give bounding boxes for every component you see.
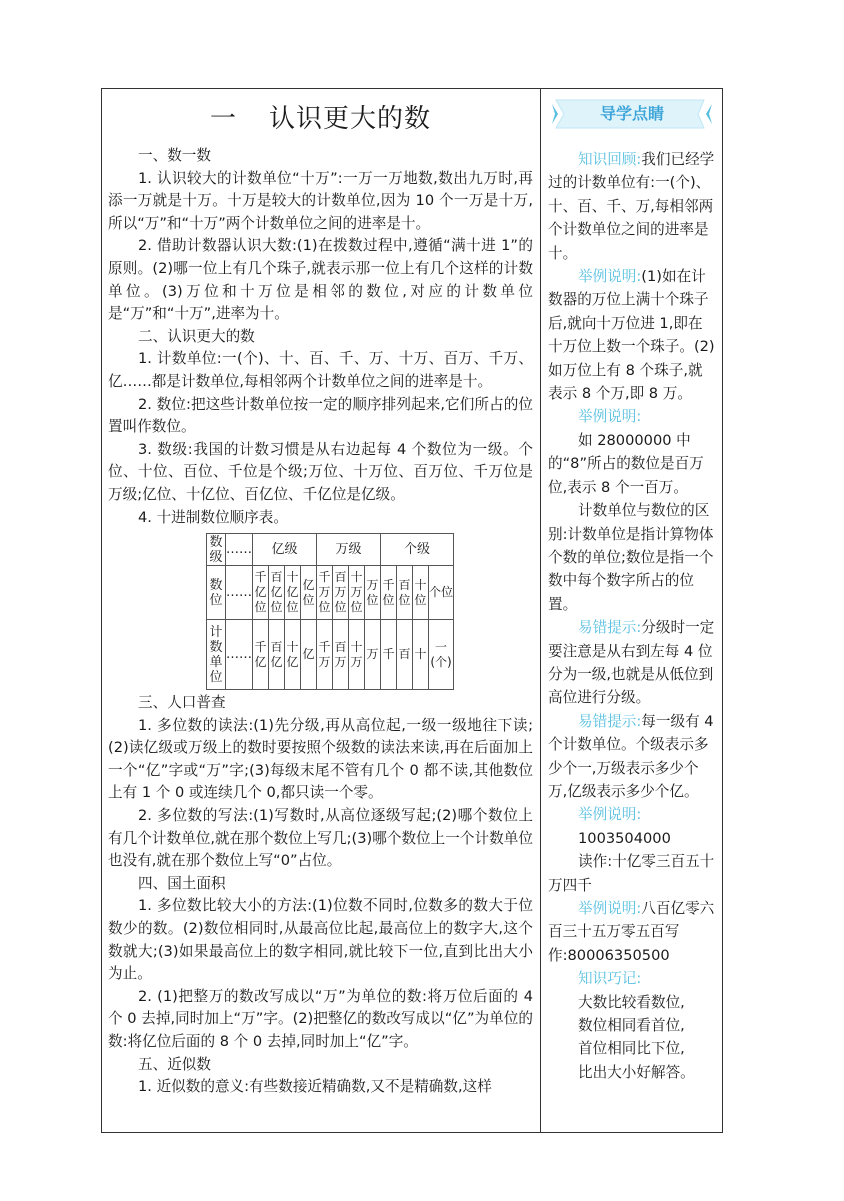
place-cell: 个位 xyxy=(429,566,454,620)
section-heading: 二、认识更大的数 xyxy=(138,327,255,345)
place-cell: 十万位 xyxy=(349,566,365,620)
place-cell: 亿位 xyxy=(301,566,317,620)
section-heading: 一、数一数 xyxy=(138,147,211,164)
note-text: 每一级有 4 个计数单位。个级表示多少个一,万级表示多少个万,亿级表示多少个亿。 xyxy=(548,712,714,800)
unit-cell: 亿 xyxy=(301,620,317,690)
table-ellipsis: …… xyxy=(226,534,253,566)
note-block xyxy=(548,897,716,967)
table-ellipsis: …… xyxy=(226,620,253,690)
unit-cell: 千亿 xyxy=(253,620,269,690)
note-block xyxy=(548,265,716,405)
paragraph: 1. 近似数的意义:有些数接近精确数,又不是精确数,这样 xyxy=(138,1078,492,1096)
note-label: 举例说明: xyxy=(578,806,642,824)
place-cell: 百亿位 xyxy=(269,566,285,620)
place-cell: 十亿位 xyxy=(285,566,301,620)
paragraph: 4. 十进制数位顺序表。 xyxy=(138,508,288,526)
note-text: (1)如在计数器的万位上满十个珠子后,就向十万位进 1,即在十万位上数一个珠子。(2)如万位上有 8 个珠子,就表示 8 个万,即 8 万。 xyxy=(548,268,715,403)
note-block xyxy=(548,710,716,804)
unit-cell: 十 xyxy=(413,620,429,690)
page-title xyxy=(108,98,533,135)
paragraph: 1. 认识较大的计数单位“十万”:一万一万地数,数出九万时,再添一万就是十万。十万是较大的计数单位,因为 10 个一万是十万,所以“万”和“十万”两个计数单位之间的进率是十。 xyxy=(108,169,533,232)
paragraph: 1. 多位数的读法:(1)先分级,再从高位起,一级一级地往下读;(2)读亿级或万级上的数时要按照个级数的读法来读,再在后面加上一个“亿”字或“万”字;(3)每级末尾不管有几个 0 都不读,其他数位上有 1 个 0 或连续几个 0,都只读一个零。 xyxy=(108,716,533,802)
example-number: 1003504000 xyxy=(578,829,671,847)
table-row-label: 数位 xyxy=(207,566,226,620)
note-label: 易错提示: xyxy=(578,712,642,730)
note-label: 知识巧记: xyxy=(578,970,642,988)
section-heading: 三、人口普查 xyxy=(138,694,226,712)
column-divider xyxy=(540,88,541,1133)
main-column xyxy=(108,92,533,1099)
note-label: 举例说明: xyxy=(578,268,642,286)
unit-cell: 一(个) xyxy=(429,620,454,690)
place-cell: 千万位 xyxy=(317,566,333,620)
paragraph: 1. 多位数比较大小的方法:(1)位数不同时,位数多的数大于位数少的数。(2)数位相同时,从最高位比起,最高位上的数字大,这个数就大;(3)如果最高位上的数字相同,就比较下一位,直到比出大小为止。 xyxy=(108,897,533,983)
section-heading: 五、近似数 xyxy=(138,1055,211,1073)
note-block xyxy=(548,616,716,710)
paragraph: 3. 数级:我国的计数习惯是从右边起每 4 个数位为一级。个位、十位、百位、千位是个级;万位、十万位、百万位、千万位是万级;亿位、十亿位、百亿位、千亿位是亿级。 xyxy=(108,440,533,503)
note-text: 计数单位与数位的区别:计数单位是指计算物体个数的单位;数位是指一个数中每个数字所占的位置。 xyxy=(548,502,714,613)
note-label: 知识回顾: xyxy=(578,151,642,168)
place-cell: 十位 xyxy=(413,566,429,620)
table-ellipsis: …… xyxy=(226,566,253,620)
note-label: 举例说明: xyxy=(578,408,642,426)
section-heading: 四、国土面积 xyxy=(138,874,226,892)
rhyme-line: 比出大小好解答。 xyxy=(578,1063,695,1081)
paragraph: 2. (1)把整万的数改写成以“万”为单位的数:将万位后面的 4 个 0 去掉,同时加上“万”字。(2)把整亿的数改写成以“亿”为单位的数:将亿位后面的 8 个 0 去掉,同时加上“亿”字。 xyxy=(108,987,533,1050)
paragraph: 2. 多位数的写法:(1)写数时,从高位逐级写起;(2)哪个数位上有几个计数单位,就在那个数位上写几;(3)哪个数位上一个计数单位也没有,就在那个数位上写“0”占位。 xyxy=(108,807,533,870)
title-text: 认识更大的数 xyxy=(269,104,432,134)
place-cell: 百位 xyxy=(397,566,413,620)
note-label: 举例说明: xyxy=(578,900,642,917)
unit-cell: 百 xyxy=(397,620,413,690)
note-text: 如 28000000 中的“8”所占的数位是百万位,表示 8 个一百万。 xyxy=(548,431,704,496)
level-cell: 万级 xyxy=(317,534,381,566)
sidebar-notes xyxy=(548,92,716,1084)
unit-cell: 千 xyxy=(381,620,397,690)
unit-cell: 十万 xyxy=(349,620,365,690)
note-text: 我们已经学过的计数单位有:一(个)、十、百、千、万,每相邻两个计数单位之间的进率是十。 xyxy=(548,151,715,262)
note-label: 易错提示: xyxy=(578,619,642,637)
paragraph: 2. 借助计数器认识大数:(1)在拨数过程中,遵循“满十进 1”的原则。(2)哪一位上有几个珠子,就表示那一位上有几个这样的计数单位。(3)万位和十万位是相邻的数位,对应的计数单位是“万”和“十万”,进率为十。 xyxy=(108,237,533,323)
rhyme-line: 首位相同比下位, xyxy=(578,1040,685,1058)
banner-title: 导学点睛 xyxy=(599,104,664,123)
table-row-label: 数级 xyxy=(207,534,226,566)
rhyme-line: 数位相同看首位, xyxy=(578,1017,685,1035)
unit-cell: 万 xyxy=(365,620,381,690)
unit-cell: 百亿 xyxy=(269,620,285,690)
note-text: 分级时一定要注意是从右到左每 4 位分为一级,也就是从低位到高位进行分级。 xyxy=(548,619,715,707)
unit-cell: 十亿 xyxy=(285,620,301,690)
place-cell: 千位 xyxy=(381,566,397,620)
unit-cell: 百万 xyxy=(333,620,349,690)
paragraph: 2. 数位:把这些计数单位按一定的顺序排列起来,它们所占的位置叫作数位。 xyxy=(108,395,533,436)
level-cell: 个级 xyxy=(381,534,454,566)
unit-cell: 千万 xyxy=(317,620,333,690)
place-value-table xyxy=(206,533,454,690)
place-cell: 千亿位 xyxy=(253,566,269,620)
note-block xyxy=(548,148,716,265)
note-text: 八百亿零六百三十五万零五百写作:80006350500 xyxy=(548,900,715,964)
title-number: 一 xyxy=(209,104,237,134)
level-cell: 亿级 xyxy=(253,534,317,566)
place-cell: 百万位 xyxy=(333,566,349,620)
guide-banner xyxy=(552,98,712,130)
note-text: 读作:十亿零三百五十万四千 xyxy=(548,853,715,894)
rhyme-line: 大数比较看数位, xyxy=(578,993,685,1011)
place-cell: 万位 xyxy=(365,566,381,620)
table-row-label: 计数单位 xyxy=(207,620,226,690)
paragraph: 1. 计数单位:一(个)、十、百、千、万、十万、百万、千万、亿……都是计数单位,每相邻两个计数单位之间的进率是十。 xyxy=(108,350,533,390)
